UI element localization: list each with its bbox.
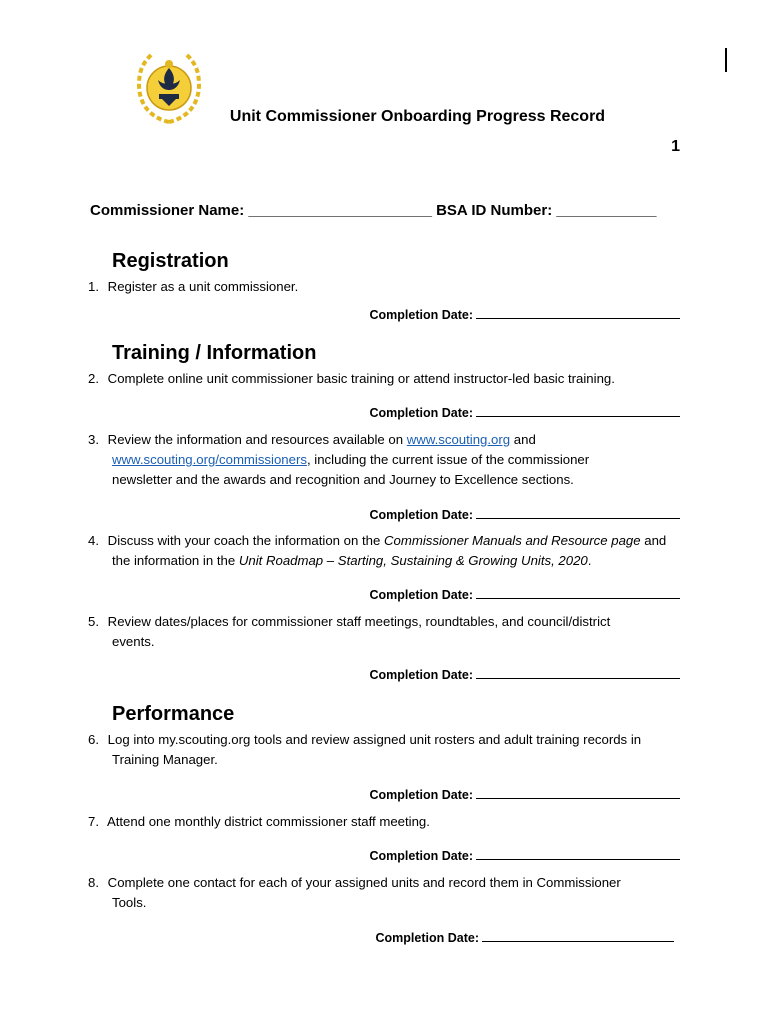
scouting-org-link[interactable]: www.scouting.org — [406, 432, 511, 447]
commissioner-name-field[interactable]: ______________________ — [248, 202, 432, 219]
section-heading-training: Training / Information — [112, 342, 317, 364]
completion-date-label: Completion Date: — [369, 406, 473, 420]
item-number: 7. — [88, 814, 99, 829]
document-title: Unit Commissioner Onboarding Progress Record — [229, 108, 606, 125]
checklist-item-7 — [88, 812, 688, 832]
completion-date-label: Completion Date: — [369, 668, 473, 682]
completion-date-label: Completion Date: — [369, 849, 473, 863]
bsa-id-label: BSA ID Number: — [436, 202, 553, 219]
item-number: 4. — [88, 533, 99, 548]
completion-date-3 — [370, 506, 680, 522]
item-continuation: Tools. — [112, 895, 147, 910]
completion-date-label: Completion Date: — [369, 788, 473, 802]
completion-date-field[interactable] — [476, 404, 680, 417]
completion-date-6 — [370, 786, 680, 802]
commissioner-name-label: Commissioner Name: — [90, 202, 245, 219]
page-number: 1 — [671, 138, 680, 155]
completion-date-field[interactable] — [476, 847, 680, 860]
item-text: , including the current issue of the commissioner — [306, 452, 590, 467]
item-continuation — [88, 450, 688, 470]
checklist-item-4 — [88, 531, 698, 571]
completion-date-5 — [370, 666, 680, 682]
item-number: 6. — [88, 732, 99, 747]
commissioners-link[interactable]: www.scouting.org/commissioners — [112, 452, 307, 467]
item-text: Review dates/places for commissioner staff meetings, roundtables, and council/district — [107, 614, 611, 629]
checklist-item-8 — [88, 873, 688, 913]
item-continuation: newsletter and the awards and recognition and Journey to Excellence sections. — [112, 472, 574, 487]
completion-date-field[interactable] — [476, 586, 680, 599]
completion-date-field[interactable] — [476, 306, 680, 319]
completion-date-field[interactable] — [476, 666, 680, 679]
item-continuation — [88, 551, 698, 571]
completion-date-label: Completion Date: — [369, 508, 473, 522]
identity-line — [90, 202, 657, 219]
item-text: Complete online unit commissioner basic training or attend instructor-led basic training. — [107, 371, 615, 386]
checklist-item-2 — [88, 369, 688, 389]
text-cursor — [725, 48, 727, 72]
unit-roadmap-reference: Unit Roadmap – Starting, Sustaining & Growing Units, 2020 — [238, 553, 588, 568]
item-continuation: events. — [112, 634, 155, 649]
completion-date-2 — [370, 404, 680, 420]
item-number: 3. — [88, 432, 99, 447]
checklist-item-1 — [88, 277, 688, 297]
checklist-item-3 — [88, 430, 688, 490]
item-text: and — [513, 432, 536, 447]
item-number: 1. — [88, 279, 99, 294]
item-text: . — [587, 553, 592, 568]
item-continuation: Training Manager. — [112, 752, 218, 767]
item-number: 5. — [88, 614, 99, 629]
section-heading-performance: Performance — [112, 703, 235, 725]
item-text: Complete one contact for each of your assigned units and record them in Commissioner — [107, 875, 621, 890]
item-number: 2. — [88, 371, 99, 386]
completion-date-8 — [376, 929, 674, 945]
completion-date-label: Completion Date: — [369, 588, 473, 602]
completion-date-label: Completion Date: — [369, 308, 473, 322]
completion-date-7 — [370, 847, 680, 863]
completion-date-field[interactable] — [476, 786, 680, 799]
item-text: Review the information and resources available on — [107, 432, 404, 447]
item-text: Attend one monthly district commissioner staff meeting. — [106, 814, 430, 829]
completion-date-field[interactable] — [476, 506, 680, 519]
completion-date-label: Completion Date: — [375, 931, 479, 945]
completion-date-4 — [370, 586, 680, 602]
manuals-page-reference: Commissioner Manuals and Resource page — [384, 533, 641, 548]
item-number: 8. — [88, 875, 99, 890]
completion-date-field[interactable] — [482, 929, 674, 942]
completion-date-1 — [370, 306, 680, 322]
item-text: Register as a unit commissioner. — [107, 279, 299, 294]
section-heading-registration: Registration — [112, 250, 229, 272]
checklist-item-5 — [88, 612, 688, 652]
checklist-item-6 — [88, 730, 688, 770]
item-text: Discuss with your coach the information on the — [107, 533, 381, 548]
bsa-id-field[interactable]: ____________ — [556, 202, 657, 219]
item-text: Log into my.scouting.org tools and review assigned unit rosters and adult training records in — [107, 732, 642, 747]
item-text: and — [644, 533, 667, 548]
item-text: the information in the — [112, 553, 236, 568]
